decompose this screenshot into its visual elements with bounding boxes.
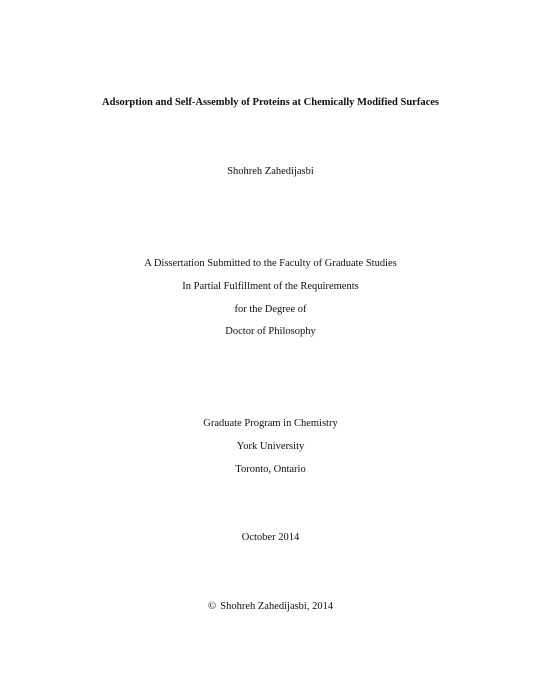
submission-line-3: for the Degree of — [234, 304, 307, 315]
degree-name: Doctor of Philosophy — [225, 326, 316, 337]
copyright-symbol: © — [207, 600, 217, 612]
university-location: Toronto, Ontario — [235, 464, 306, 475]
program-name: Graduate Program in Chemistry — [203, 418, 338, 429]
author-name: Shohreh Zahedijasbi — [227, 166, 314, 177]
submission-line-1: A Dissertation Submitted to the Faculty of Graduate Studies — [144, 258, 397, 269]
university-name: York University — [236, 441, 305, 452]
submission-date: October 2014 — [241, 532, 300, 543]
dissertation-title: Adsorption and Self-Assembly of Proteins at Chemically Modified Surfaces — [102, 97, 439, 108]
copyright-text: Shohreh Zahedijasbi, 2014 — [220, 601, 334, 612]
copyright-notice — [0, 600, 541, 613]
submission-line-2: In Partial Fulfillment of the Requirements — [182, 281, 359, 292]
